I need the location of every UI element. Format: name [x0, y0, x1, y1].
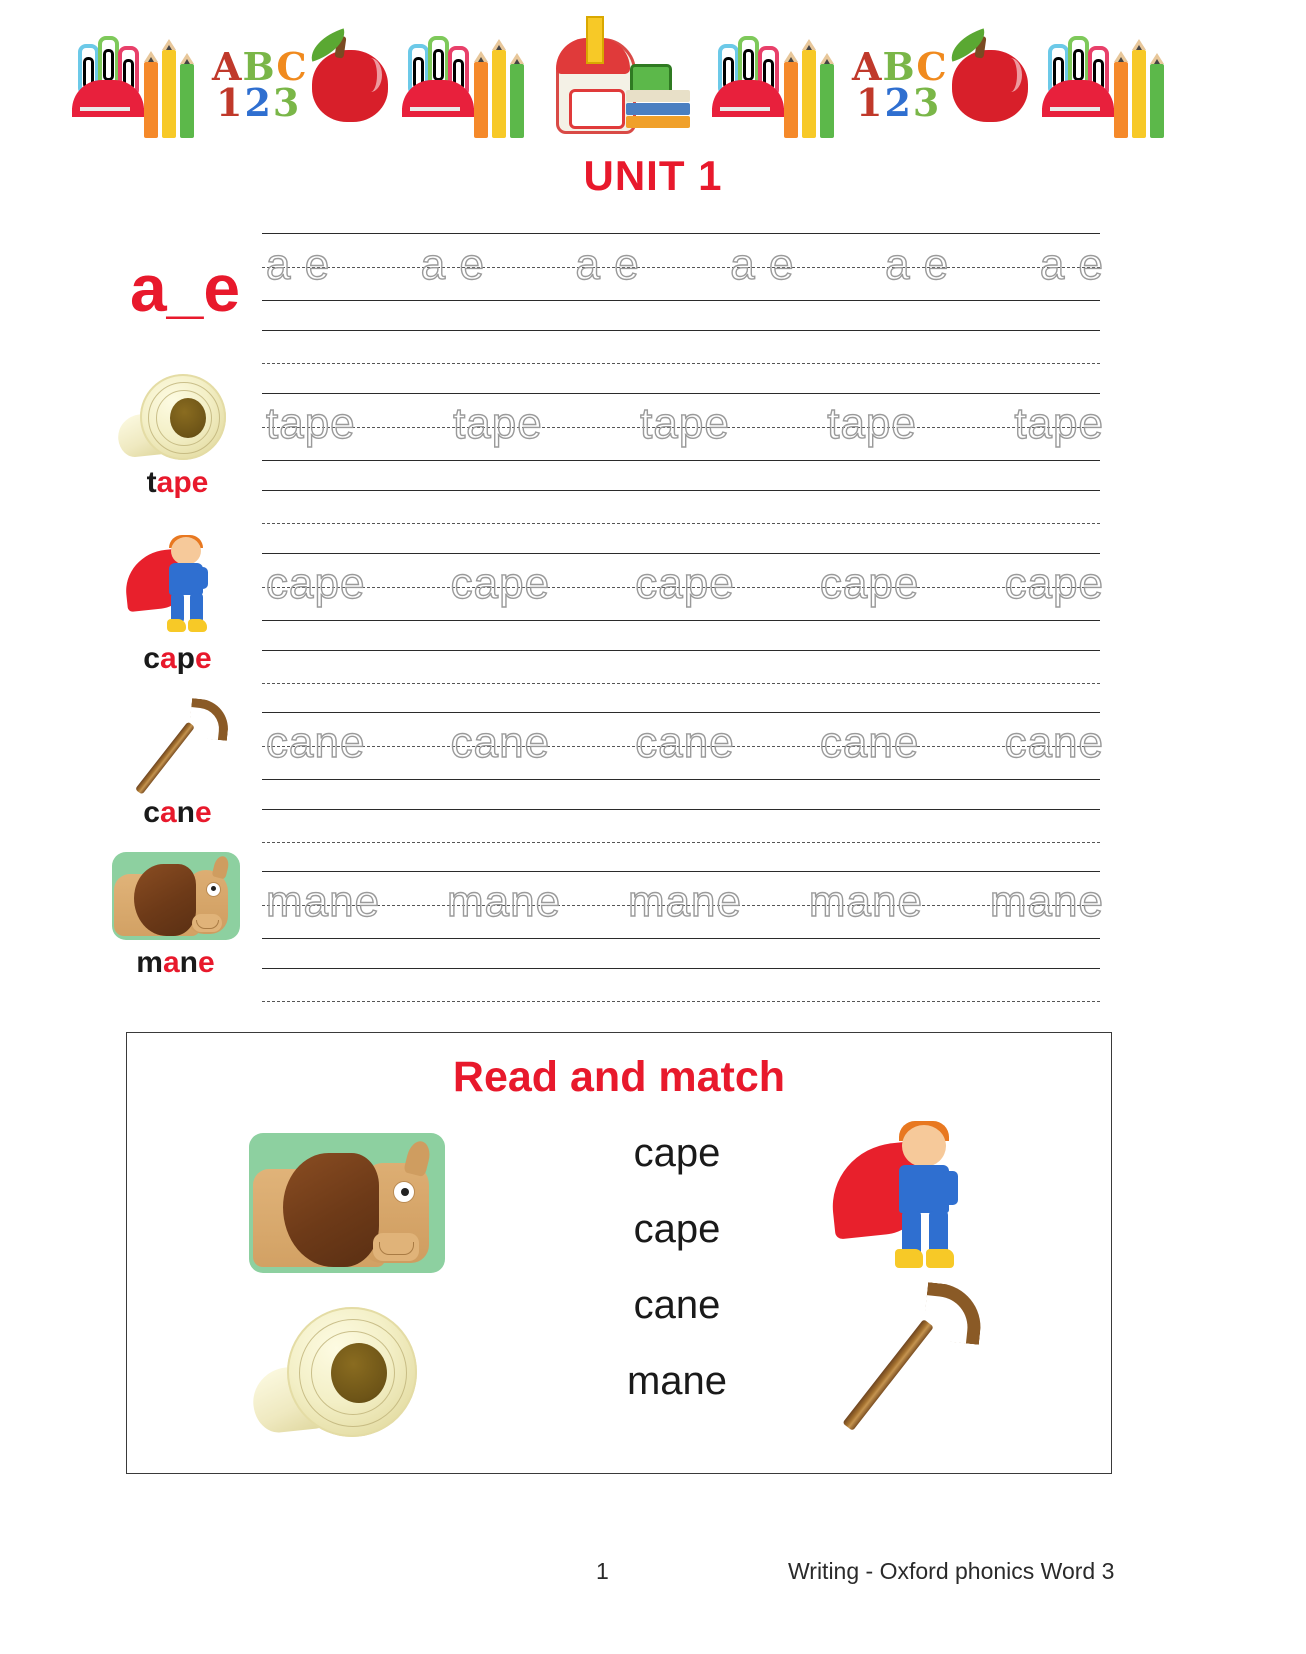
word-cell-cape: [90, 535, 265, 674]
trace-word[interactable]: mane: [808, 877, 923, 926]
match-word-item[interactable]: cane: [633, 1283, 721, 1327]
trace-word[interactable]: tape: [266, 399, 356, 448]
trace-word[interactable]: cape: [266, 559, 366, 608]
caption-part: e: [195, 796, 212, 829]
decorative-top-border: [72, 18, 1172, 138]
pencil-icon: [180, 64, 194, 138]
trace-word[interactable]: tape: [453, 399, 543, 448]
phoneme-label: a_e: [129, 251, 241, 325]
number-text: 123: [216, 80, 302, 125]
word-caption-cape: [90, 644, 265, 674]
caption-part: a: [159, 642, 177, 675]
caption-part: n: [179, 946, 198, 979]
abc-123-apple-clipart: [852, 20, 1032, 138]
trace-word[interactable]: cane: [1004, 718, 1104, 767]
pencil-icon: [144, 62, 158, 138]
trace-word[interactable]: cane: [450, 718, 551, 767]
backpack-clipart: [542, 20, 702, 138]
trace-word[interactable]: a e: [420, 240, 485, 289]
pencil-icon: [162, 50, 176, 138]
trace-text-phoneme[interactable]: [266, 240, 1104, 289]
stationery-clipart: [72, 20, 202, 138]
match-word-item[interactable]: cape: [633, 1207, 721, 1251]
trace-word[interactable]: a e: [1039, 240, 1104, 289]
trace-word[interactable]: a e: [730, 240, 795, 289]
footer-source-text: Writing - Oxford phonics Word 3: [788, 1558, 1115, 1584]
read-and-match-title: Read and match: [452, 1053, 786, 1101]
apple-icon: [952, 50, 1028, 122]
trace-word[interactable]: mane: [446, 877, 562, 926]
match-word-item[interactable]: mane: [626, 1359, 728, 1403]
caption-part: t: [146, 466, 157, 499]
number-text: 123: [856, 80, 942, 125]
pencil-icon: [784, 62, 798, 138]
stationery-clipart: [402, 20, 532, 138]
caption-part: c: [143, 642, 160, 675]
abc-text: ABC: [852, 44, 948, 89]
pencil-icon: [1150, 64, 1164, 138]
caption-part: c: [143, 796, 160, 829]
trace-word[interactable]: mane: [266, 877, 381, 926]
trace-text-cape[interactable]: [266, 559, 1104, 608]
trace-word[interactable]: tape: [1014, 399, 1104, 448]
page-title: UNIT 1: [583, 152, 723, 199]
pencil-icon: [510, 64, 524, 138]
word-cell-tape: [90, 372, 265, 498]
match-walking-cane-image[interactable]: [817, 1283, 997, 1433]
caption-part: e: [198, 946, 215, 979]
match-word-list: [547, 1133, 807, 1437]
trace-text-tape[interactable]: [266, 399, 1104, 448]
trace-text-cane[interactable]: [266, 718, 1104, 767]
pencil-icon: [1114, 62, 1128, 138]
match-tape-roll-image[interactable]: [253, 1303, 433, 1443]
trace-text-mane[interactable]: [266, 877, 1104, 926]
books-icon: [626, 82, 692, 128]
tape-roll-image: [118, 372, 238, 464]
trace-word[interactable]: tape: [640, 399, 730, 448]
trace-word[interactable]: cane: [819, 718, 920, 767]
pencil-icon: [1132, 50, 1146, 138]
trace-word[interactable]: tape: [827, 399, 917, 448]
caption-part: n: [176, 796, 195, 829]
trace-word[interactable]: cane: [635, 718, 735, 767]
caption-part: m: [136, 946, 163, 979]
word-caption-mane: [88, 948, 263, 978]
pencil-icon: [492, 50, 506, 138]
walking-cane-image: [118, 698, 238, 794]
trace-word[interactable]: cape: [819, 559, 920, 608]
caption-part: a: [159, 796, 177, 829]
trace-word[interactable]: mane: [627, 877, 743, 926]
word-cell-cane: [90, 698, 265, 828]
horse-mane-image: [110, 848, 242, 944]
trace-word[interactable]: cane: [266, 718, 366, 767]
trace-word[interactable]: mane: [989, 877, 1104, 926]
trace-word[interactable]: cape: [450, 559, 551, 608]
abc-123-apple-clipart: [212, 20, 392, 138]
ruler-icon: [586, 16, 604, 64]
trace-word[interactable]: a e: [575, 240, 640, 289]
pencil-icon: [474, 62, 488, 138]
pencil-icon: [820, 64, 834, 138]
stationery-clipart: [712, 20, 842, 138]
abc-text: ABC: [212, 44, 308, 89]
trace-word[interactable]: cape: [635, 559, 735, 608]
match-horse-mane-image[interactable]: [247, 1129, 447, 1279]
trace-word[interactable]: a e: [885, 240, 950, 289]
caption-part: p: [176, 642, 195, 675]
superhero-cape-image: [123, 535, 233, 640]
caption-part: a: [162, 946, 180, 979]
match-word-item[interactable]: cape: [633, 1131, 721, 1175]
stationery-clipart: [1042, 20, 1172, 138]
page-number: 1: [596, 1558, 609, 1584]
read-and-match-box: [126, 1032, 1112, 1474]
apple-icon: [312, 50, 388, 122]
pencil-icon: [802, 50, 816, 138]
word-caption-tape: [90, 468, 265, 498]
word-caption-cane: [90, 798, 265, 828]
caption-part: ape: [156, 466, 209, 499]
match-superhero-cape-image[interactable]: [827, 1121, 997, 1281]
trace-word[interactable]: cape: [1004, 559, 1104, 608]
word-cell-mane: [88, 848, 263, 978]
caption-part: e: [195, 642, 212, 675]
trace-word[interactable]: a e: [266, 240, 331, 289]
